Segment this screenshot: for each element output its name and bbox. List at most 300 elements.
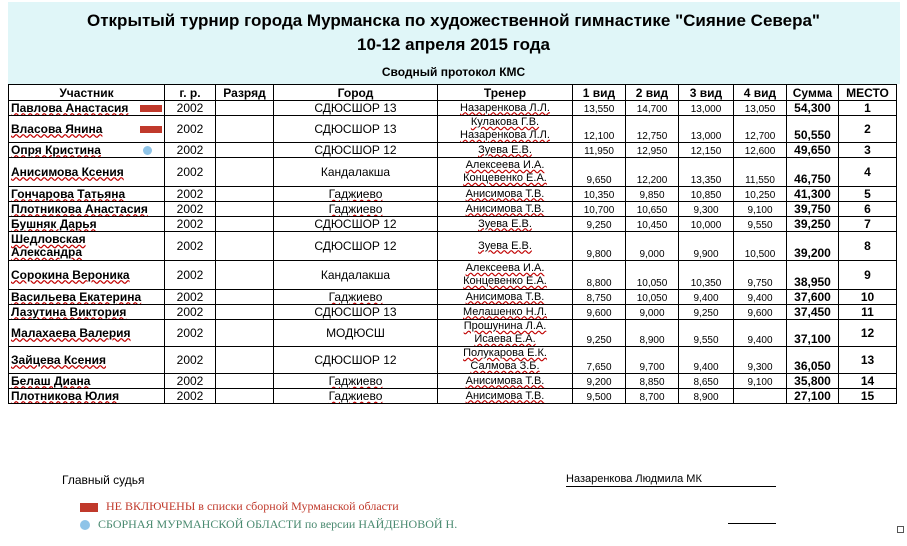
rank-cell bbox=[216, 347, 274, 374]
birth-year bbox=[165, 320, 216, 347]
score-2-text: 9,000 bbox=[639, 308, 665, 319]
score-4 bbox=[734, 116, 787, 143]
coach-cell bbox=[438, 347, 573, 374]
birth-year bbox=[165, 347, 216, 374]
score-2 bbox=[626, 217, 679, 232]
participant-name-text: Бушняк Дарья bbox=[11, 216, 97, 231]
legend-not-included bbox=[80, 499, 399, 514]
city-cell-text: СДЮСШОР 13 bbox=[314, 305, 397, 319]
blue-dot-icon bbox=[80, 520, 90, 530]
rank-cell bbox=[216, 116, 274, 143]
col-header: г. р. bbox=[165, 85, 216, 101]
city-cell bbox=[274, 347, 438, 374]
score-4-text: 12,700 bbox=[744, 131, 776, 142]
coach-cell bbox=[438, 116, 573, 143]
coach-cell-text: Алексеева И.А. Концевенко Е.А. bbox=[463, 159, 547, 184]
coach-cell-text: Анисимова Т.В. bbox=[465, 202, 545, 215]
rank-cell bbox=[216, 389, 274, 404]
coach-cell-text: Назаренкова Л.Л. bbox=[460, 101, 550, 114]
birth-year bbox=[165, 305, 216, 320]
participant-name bbox=[9, 261, 165, 290]
place-cell bbox=[839, 320, 897, 347]
red-marker-icon bbox=[80, 503, 98, 512]
birth-year bbox=[165, 290, 216, 305]
birth-year-text: 2002 bbox=[176, 101, 204, 115]
city-cell-text: Гаджиево bbox=[328, 202, 383, 216]
score-4-text: 9,400 bbox=[747, 293, 773, 304]
total-score-text: 41,300 bbox=[794, 187, 831, 201]
score-1-text: 12,100 bbox=[583, 131, 615, 142]
city-cell bbox=[274, 202, 438, 217]
score-2 bbox=[626, 389, 679, 404]
table-row bbox=[9, 101, 897, 116]
place-cell bbox=[839, 187, 897, 202]
score-1-text: 8,750 bbox=[586, 293, 612, 304]
score-1 bbox=[573, 158, 626, 187]
place-cell-text: 6 bbox=[864, 202, 871, 216]
participant-name bbox=[9, 389, 165, 404]
city-cell bbox=[274, 389, 438, 404]
birth-year-text: 2002 bbox=[176, 165, 204, 179]
participant-name-text: Зайцева Ксения bbox=[11, 352, 106, 367]
coach-cell bbox=[438, 232, 573, 261]
score-1 bbox=[573, 101, 626, 116]
participant-name bbox=[9, 320, 165, 347]
place-cell bbox=[839, 202, 897, 217]
birth-year-text: 2002 bbox=[176, 187, 204, 201]
event-dates: 10-12 апреля 2015 года bbox=[356, 35, 550, 54]
city-cell-text: СДЮСШОР 13 bbox=[314, 122, 397, 136]
total-score-text: 39,250 bbox=[794, 217, 831, 231]
col-header: 2 вид bbox=[626, 85, 679, 101]
total-score bbox=[787, 143, 839, 158]
rank-cell bbox=[216, 143, 274, 158]
coach-cell bbox=[438, 389, 573, 404]
score-3 bbox=[679, 187, 734, 202]
legend-regional-team-text: СБОРНАЯ МУРМАНСКОЙ ОБЛАСТИ по версии НАЙДЕНОВОЙ Н. bbox=[98, 517, 458, 531]
legend-regional-team bbox=[80, 517, 457, 532]
score-2-text: 8,700 bbox=[639, 392, 665, 403]
participant-name bbox=[9, 143, 165, 158]
coach-cell-text: Прошунина Л.А. Исаева Е.А. bbox=[463, 320, 547, 345]
score-3 bbox=[679, 116, 734, 143]
score-2-text: 10,650 bbox=[636, 205, 668, 216]
score-3-text: 9,250 bbox=[693, 308, 719, 319]
score-4-text: 9,600 bbox=[747, 308, 773, 319]
place-cell bbox=[839, 143, 897, 158]
score-4 bbox=[734, 143, 787, 158]
participant-name-text: Шедловская Александра bbox=[11, 232, 86, 259]
city-cell-text: Кандалакша bbox=[320, 165, 391, 179]
score-3-text: 9,300 bbox=[693, 205, 719, 216]
score-4 bbox=[734, 202, 787, 217]
score-4 bbox=[734, 232, 787, 261]
coach-cell bbox=[438, 305, 573, 320]
place-cell bbox=[839, 389, 897, 404]
participant-name bbox=[9, 116, 165, 143]
total-score bbox=[787, 202, 839, 217]
coach-cell-text: Зуева Е.В. bbox=[478, 143, 532, 156]
score-4 bbox=[734, 305, 787, 320]
score-1-text: 9,250 bbox=[586, 220, 612, 231]
place-cell-text: 12 bbox=[860, 326, 875, 340]
birth-year-text: 2002 bbox=[176, 326, 204, 340]
total-score bbox=[787, 158, 839, 187]
coach-cell-text: Анисимова Т.В. bbox=[465, 187, 545, 200]
city-cell bbox=[274, 290, 438, 305]
score-4-text: 13,050 bbox=[744, 104, 776, 115]
coach-cell-text: Кулакова Г.В. Назаренкова Л.Л. bbox=[460, 116, 550, 141]
total-score bbox=[787, 232, 839, 261]
total-score-text: 38,950 bbox=[794, 275, 831, 289]
city-cell-text: СДЮСШОР 12 bbox=[314, 353, 397, 367]
score-4-text: 9,750 bbox=[747, 278, 773, 289]
coach-cell-text: Анисимова Т.В. bbox=[465, 290, 545, 303]
total-score-text: 37,450 bbox=[794, 305, 831, 319]
score-2 bbox=[626, 261, 679, 290]
rank-cell bbox=[216, 158, 274, 187]
birth-year bbox=[165, 389, 216, 404]
coach-cell bbox=[438, 374, 573, 389]
coach-cell-text: Алексеева И.А. Концевенко Е.А. bbox=[463, 262, 547, 287]
score-1 bbox=[573, 374, 626, 389]
score-2 bbox=[626, 116, 679, 143]
total-score bbox=[787, 305, 839, 320]
score-2 bbox=[626, 305, 679, 320]
city-cell-text: Гаджиево bbox=[328, 374, 383, 388]
score-3-text: 10,850 bbox=[690, 190, 722, 201]
birth-year-text: 2002 bbox=[176, 122, 204, 136]
participant-name-text: Белаш Диана bbox=[11, 373, 91, 388]
score-4 bbox=[734, 290, 787, 305]
total-score-text: 37,100 bbox=[794, 332, 831, 346]
place-cell bbox=[839, 374, 897, 389]
col-header: Сумма bbox=[787, 85, 839, 101]
place-cell-text: 2 bbox=[864, 122, 871, 136]
birth-year bbox=[165, 261, 216, 290]
total-score bbox=[787, 347, 839, 374]
coach-cell-text: Анисимова Т.В. bbox=[465, 389, 545, 402]
score-1-text: 11,950 bbox=[584, 146, 614, 157]
score-4-text: 12,600 bbox=[744, 146, 776, 157]
place-cell-text: 11 bbox=[861, 305, 874, 319]
participant-name-text: Власова Янина bbox=[11, 121, 103, 136]
results-table bbox=[8, 84, 897, 404]
coach-cell-text: Мелашенко Н.Л. bbox=[463, 305, 547, 318]
city-cell-text: МОДЮСШ bbox=[326, 326, 385, 340]
rank-cell bbox=[216, 374, 274, 389]
table-row bbox=[9, 116, 897, 143]
total-score bbox=[787, 116, 839, 143]
score-4-text: 10,500 bbox=[744, 249, 776, 260]
table-row bbox=[9, 232, 897, 261]
score-1 bbox=[573, 389, 626, 404]
total-score bbox=[787, 101, 839, 116]
table-row bbox=[9, 389, 897, 404]
score-1-text: 9,800 bbox=[586, 249, 612, 260]
score-3 bbox=[679, 347, 734, 374]
score-3-text: 9,550 bbox=[693, 335, 719, 346]
score-3-text: 9,900 bbox=[693, 249, 719, 260]
participant-name-text: Опря Кристина bbox=[11, 142, 101, 157]
birth-year bbox=[165, 232, 216, 261]
total-score-text: 39,200 bbox=[794, 246, 831, 260]
score-3-text: 9,400 bbox=[693, 362, 719, 373]
coach-cell-text: Полукарова Е.К. Салмова З.Б. bbox=[463, 347, 547, 372]
score-4-text: 9,100 bbox=[747, 205, 773, 216]
score-3 bbox=[679, 158, 734, 187]
place-cell-text: 13 bbox=[860, 353, 875, 367]
place-cell bbox=[839, 158, 897, 187]
col-header: МЕСТО bbox=[839, 85, 897, 101]
place-cell bbox=[839, 217, 897, 232]
score-2-text: 10,050 bbox=[636, 293, 668, 304]
score-4 bbox=[734, 261, 787, 290]
birth-year bbox=[165, 217, 216, 232]
score-4 bbox=[734, 158, 787, 187]
table-header-row bbox=[9, 85, 897, 101]
coach-cell bbox=[438, 290, 573, 305]
place-cell bbox=[839, 116, 897, 143]
table-row bbox=[9, 347, 897, 374]
place-cell-text: 4 bbox=[864, 165, 871, 179]
participant-name-text: Сорокина Вероника bbox=[11, 267, 130, 282]
score-2-text: 8,900 bbox=[639, 335, 665, 346]
score-2-text: 8,850 bbox=[639, 377, 665, 388]
place-cell bbox=[839, 347, 897, 374]
place-cell-text: 3 bbox=[864, 143, 871, 157]
city-cell bbox=[274, 143, 438, 158]
city-cell bbox=[274, 187, 438, 202]
birth-year-text: 2002 bbox=[176, 305, 204, 319]
coach-cell bbox=[438, 101, 573, 116]
city-cell bbox=[274, 261, 438, 290]
total-score-text: 54,300 bbox=[794, 101, 831, 115]
rank-cell bbox=[216, 101, 274, 116]
score-4-text: 9,300 bbox=[747, 362, 773, 373]
col-header: 3 вид bbox=[679, 85, 734, 101]
score-2-text: 10,450 bbox=[636, 220, 668, 231]
participant-name-text: Малахаева Валерия bbox=[11, 325, 131, 340]
score-2-text: 9,000 bbox=[639, 249, 665, 260]
table-row bbox=[9, 261, 897, 290]
score-3 bbox=[679, 202, 734, 217]
score-2 bbox=[626, 202, 679, 217]
score-4 bbox=[734, 217, 787, 232]
score-3-text: 8,900 bbox=[693, 392, 719, 403]
coach-cell-text: Зуева Е.В. bbox=[478, 217, 532, 230]
red-marker-icon bbox=[140, 105, 162, 112]
coach-cell bbox=[438, 158, 573, 187]
score-1-text: 9,500 bbox=[586, 392, 612, 403]
col-header: Разряд bbox=[216, 85, 274, 101]
participant-name bbox=[9, 290, 165, 305]
score-3-text: 10,350 bbox=[690, 278, 722, 289]
rank-cell bbox=[216, 202, 274, 217]
score-1 bbox=[573, 347, 626, 374]
city-cell bbox=[274, 374, 438, 389]
total-score-text: 37,600 bbox=[794, 290, 831, 304]
birth-year bbox=[165, 143, 216, 158]
score-1-text: 7,650 bbox=[586, 362, 612, 373]
table-row bbox=[9, 290, 897, 305]
total-score-text: 50,550 bbox=[794, 128, 831, 142]
rank-cell bbox=[216, 232, 274, 261]
rank-cell bbox=[216, 187, 274, 202]
score-4-text: 11,550 bbox=[745, 175, 775, 186]
birth-year bbox=[165, 187, 216, 202]
score-2 bbox=[626, 347, 679, 374]
birth-year-text: 2002 bbox=[176, 202, 204, 216]
place-cell-text: 8 bbox=[864, 239, 871, 253]
score-2-text: 12,950 bbox=[636, 146, 668, 157]
coach-cell bbox=[438, 217, 573, 232]
birth-year-text: 2002 bbox=[176, 374, 204, 388]
birth-year bbox=[165, 116, 216, 143]
table-row bbox=[9, 320, 897, 347]
score-3 bbox=[679, 232, 734, 261]
rank-cell bbox=[216, 305, 274, 320]
birth-year bbox=[165, 158, 216, 187]
place-cell-text: 7 bbox=[864, 217, 871, 231]
participant-name bbox=[9, 305, 165, 320]
birth-year-text: 2002 bbox=[176, 239, 204, 253]
score-1-text: 10,350 bbox=[583, 190, 615, 201]
score-1-text: 9,200 bbox=[586, 377, 612, 388]
total-score bbox=[787, 290, 839, 305]
birth-year-text: 2002 bbox=[176, 268, 204, 282]
score-1-text: 8,800 bbox=[586, 278, 612, 289]
city-cell-text: Гаджиево bbox=[328, 187, 383, 201]
coach-cell-text: Зуева Е.В. bbox=[478, 239, 532, 252]
place-cell bbox=[839, 261, 897, 290]
signature-line bbox=[728, 523, 776, 524]
score-3 bbox=[679, 143, 734, 158]
score-2-text: 14,700 bbox=[636, 104, 668, 115]
score-3-text: 8,650 bbox=[693, 377, 719, 388]
legend-not-included-text: НЕ ВКЛЮЧЕНЫ в списки сборной Мурманской области bbox=[106, 499, 399, 513]
coach-cell bbox=[438, 261, 573, 290]
score-1 bbox=[573, 320, 626, 347]
table-row bbox=[9, 202, 897, 217]
participant-name-text: Лазутина Виктория bbox=[11, 304, 127, 319]
total-score-text: 36,050 bbox=[794, 359, 831, 373]
table-row bbox=[9, 217, 897, 232]
score-2-text: 12,200 bbox=[636, 175, 668, 186]
place-cell-text: 5 bbox=[864, 187, 871, 201]
participant-name bbox=[9, 347, 165, 374]
participant-name bbox=[9, 232, 165, 261]
coach-cell bbox=[438, 202, 573, 217]
score-4 bbox=[734, 101, 787, 116]
city-cell bbox=[274, 158, 438, 187]
place-cell-text: 1 bbox=[864, 101, 871, 115]
col-header: 1 вид bbox=[573, 85, 626, 101]
score-4-text: 9,400 bbox=[747, 335, 773, 346]
table-row bbox=[9, 305, 897, 320]
place-cell bbox=[839, 290, 897, 305]
score-3-text: 9,400 bbox=[693, 293, 719, 304]
score-2-text: 10,050 bbox=[636, 278, 668, 289]
score-2 bbox=[626, 290, 679, 305]
coach-cell bbox=[438, 187, 573, 202]
score-2 bbox=[626, 232, 679, 261]
birth-year-text: 2002 bbox=[176, 353, 204, 367]
red-marker-icon bbox=[140, 126, 162, 133]
birth-year-text: 2002 bbox=[176, 143, 204, 157]
total-score-text: 39,750 bbox=[794, 202, 831, 216]
city-cell-text: СДЮСШОР 12 bbox=[314, 217, 397, 231]
coach-cell bbox=[438, 320, 573, 347]
total-score bbox=[787, 261, 839, 290]
birth-year bbox=[165, 101, 216, 116]
rank-cell bbox=[216, 320, 274, 347]
col-header: Тренер bbox=[438, 85, 573, 101]
participant-name-text: Гончарова Татьяна bbox=[11, 186, 126, 201]
total-score bbox=[787, 320, 839, 347]
participant-name-text: Плотникова Анастасия bbox=[11, 201, 148, 216]
place-cell-text: 9 bbox=[864, 268, 871, 282]
place-cell-text: 15 bbox=[860, 389, 875, 403]
score-3 bbox=[679, 101, 734, 116]
corner-handle bbox=[897, 526, 904, 533]
score-1 bbox=[573, 217, 626, 232]
score-2 bbox=[626, 143, 679, 158]
score-2-text: 9,700 bbox=[639, 362, 665, 373]
score-4 bbox=[734, 187, 787, 202]
city-cell bbox=[274, 320, 438, 347]
participant-name bbox=[9, 374, 165, 389]
participant-name bbox=[9, 217, 165, 232]
city-cell bbox=[274, 101, 438, 116]
score-1 bbox=[573, 290, 626, 305]
participant-name bbox=[9, 101, 165, 116]
col-header: Участник bbox=[9, 85, 165, 101]
score-1 bbox=[573, 202, 626, 217]
city-cell-text: СДЮСШОР 13 bbox=[314, 101, 397, 115]
participant-name-text: Анисимова Ксения bbox=[11, 164, 124, 179]
city-cell-text: СДЮСШОР 12 bbox=[314, 143, 397, 157]
score-1-text: 9,250 bbox=[586, 335, 612, 346]
score-3-text: 13,000 bbox=[690, 131, 722, 142]
score-2 bbox=[626, 101, 679, 116]
total-score-text: 46,750 bbox=[794, 172, 831, 186]
score-2 bbox=[626, 187, 679, 202]
chief-judge-name: Назаренкова Людмила МК bbox=[566, 473, 776, 487]
total-score-text: 27,100 bbox=[794, 389, 831, 403]
total-score-text: 49,650 bbox=[794, 143, 831, 157]
participant-name bbox=[9, 202, 165, 217]
total-score bbox=[787, 374, 839, 389]
rank-cell bbox=[216, 217, 274, 232]
city-cell-text: Кандалакша bbox=[320, 268, 391, 282]
score-3 bbox=[679, 320, 734, 347]
score-1 bbox=[573, 232, 626, 261]
city-cell bbox=[274, 217, 438, 232]
place-cell-text: 10 bbox=[860, 290, 875, 304]
participant-name bbox=[9, 187, 165, 202]
score-3 bbox=[679, 261, 734, 290]
score-1 bbox=[573, 116, 626, 143]
birth-year-text: 2002 bbox=[176, 290, 204, 304]
city-cell bbox=[274, 116, 438, 143]
score-4-text: 9,550 bbox=[747, 220, 773, 231]
total-score bbox=[787, 389, 839, 404]
birth-year-text: 2002 bbox=[176, 217, 204, 231]
score-1-text: 9,650 bbox=[586, 175, 612, 186]
score-2-text: 9,850 bbox=[639, 190, 665, 201]
total-score-text: 35,800 bbox=[794, 374, 831, 388]
